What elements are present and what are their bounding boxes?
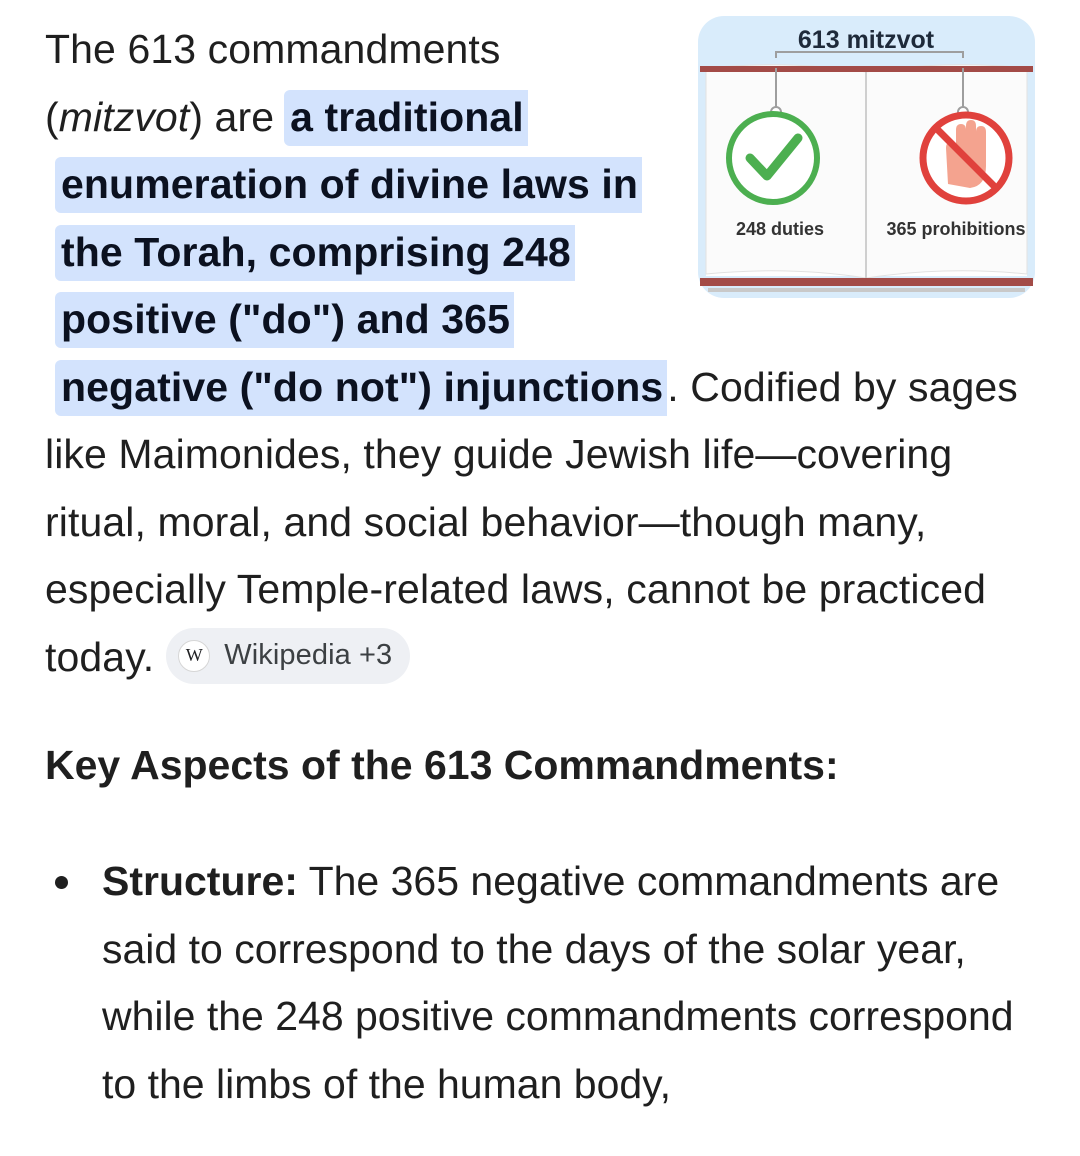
source-chip[interactable]: [166, 628, 410, 684]
answer-block: [45, 16, 1045, 691]
bullet-icon: [55, 876, 68, 889]
intro-lead: The 613 commandments (: [45, 26, 501, 140]
open-book-graphic: [698, 16, 1035, 298]
mitzvot-term: mitzvot: [58, 93, 190, 140]
mitzvot-illustration[interactable]: [698, 16, 1035, 298]
source-chip-label: Wikipedia +3: [224, 638, 393, 671]
intro-tail: . Codified by sages like Maimonides, they guide Jewish life—covering ritual, moral, and social behavior—though many, especially Temple-related laws, cannot be practiced today.: [45, 363, 1018, 680]
section-heading: Key Aspects of the 613 Commandments:: [45, 742, 839, 788]
wikipedia-w-icon: W: [178, 640, 210, 672]
bullet-text: The 365 negative commandments are said to correspond to the days of the solar year, while the 248 positive commandments correspond to the limbs of the human body,: [102, 858, 1014, 1107]
illustration-title: 613 mitzvot: [797, 26, 935, 54]
highlighted-definition[interactable]: a traditional enumeration of divine laws in the Torah, comprising 248 positive ("do") and 365 negative ("do not") injunctions: [55, 90, 667, 416]
intro-lead-after: ) are: [189, 93, 275, 140]
key-aspects-list: [45, 848, 1035, 1118]
duties-label: 248 duties: [735, 219, 825, 239]
bullet-term: Structure:: [102, 858, 298, 904]
list-item: [45, 848, 1035, 1118]
prohibitions-label: 365 prohibitions: [886, 219, 1026, 239]
prohibited-hand-icon: [923, 115, 1009, 201]
green-checkmark-icon: [729, 114, 817, 202]
